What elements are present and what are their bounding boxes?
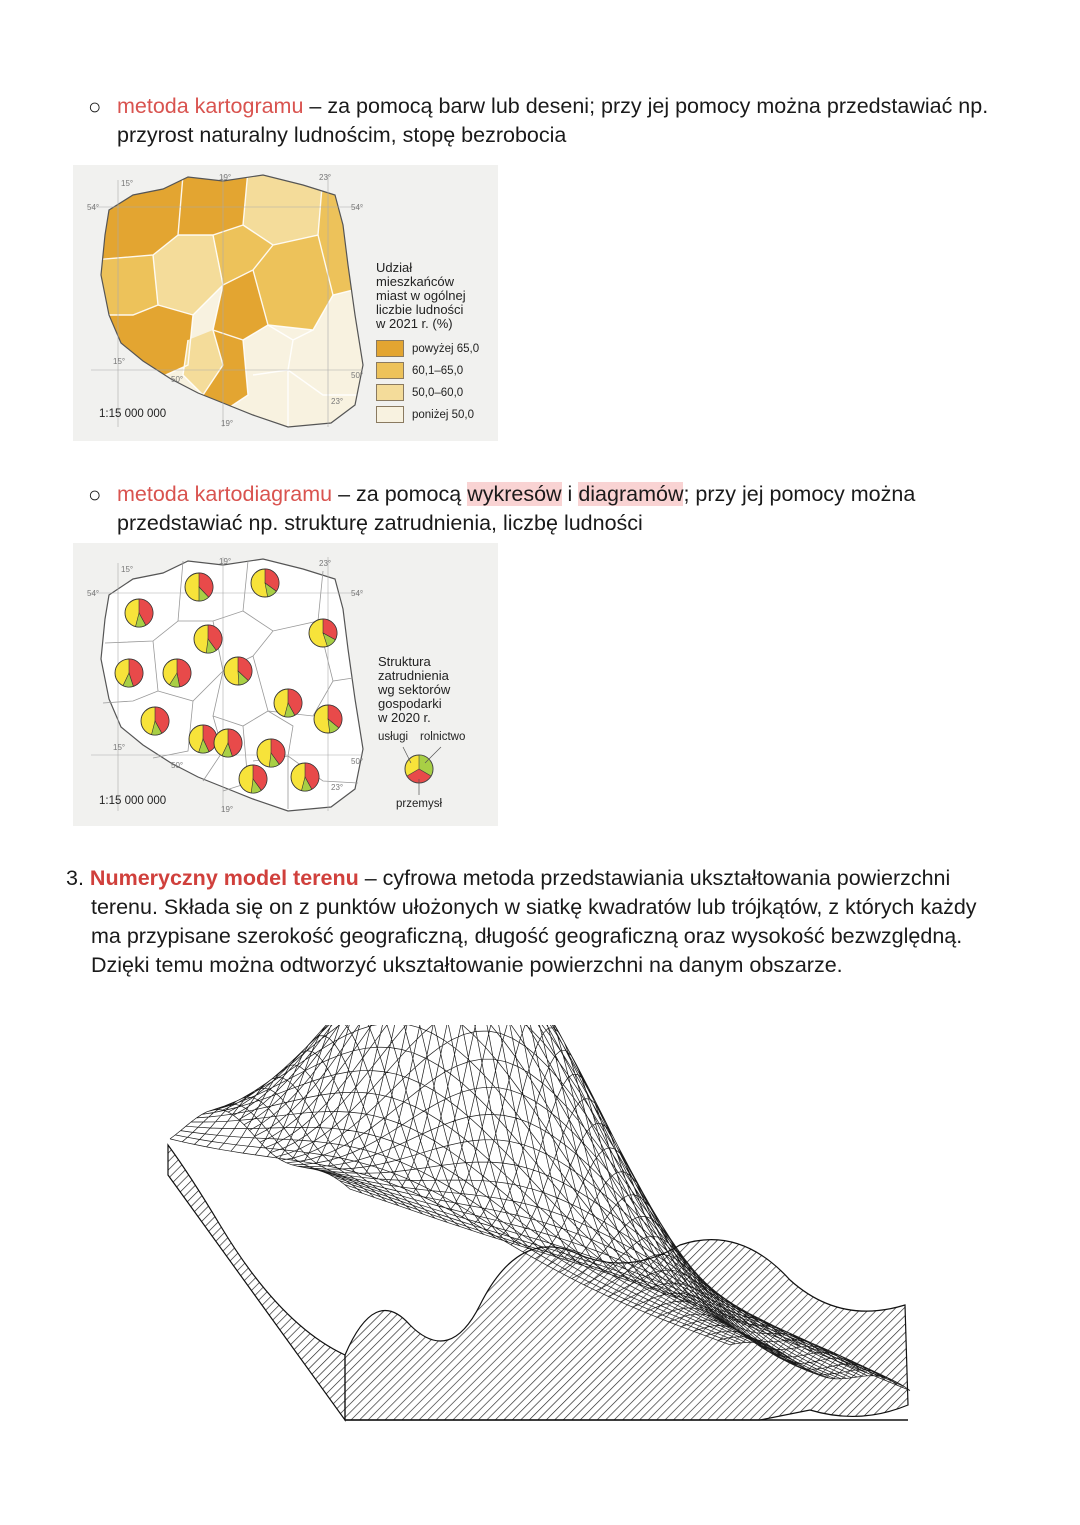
- coord-23-bottom: 23°: [331, 397, 344, 406]
- bullet-2: ○: [88, 482, 102, 507]
- coord-54-right: 54°: [351, 203, 364, 212]
- term-kartogram: metoda kartogramu: [117, 94, 304, 118]
- coord-50-right: 50°: [351, 757, 364, 766]
- highlight-diagramow: diagramów: [578, 482, 684, 506]
- legend-title: Udział mieszkańców miast w ogólnej liczbie ludności w 2021 r. (%): [376, 260, 466, 331]
- section3-line4: Dzięki temu można odtworzyć ukształtowanie powierzchni na danym obszarze.: [91, 953, 843, 977]
- kartodiagram-map-figure: [73, 543, 498, 826]
- desc-line2: przedstawiać np. strukturę zatrudnienia, liczbę ludności: [117, 511, 643, 535]
- legend-swatch: [376, 340, 404, 357]
- section3-text: 3. Numeryczny model terenu – cyfrowa metoda przedstawiania ukształtowania powierzchni: [66, 866, 951, 890]
- bullet-1: ○: [88, 94, 102, 119]
- coord-54-left: 54°: [87, 203, 100, 212]
- coord-50-bottom: 50°: [171, 761, 184, 770]
- section3-line1: cyfrowa metoda przedstawiania ukształtowania powierzchni: [382, 866, 951, 890]
- coord-54-left: 54°: [87, 589, 100, 598]
- section2-text: metoda kartodiagramu – za pomocą wykresów i diagramów; przy jej pomocy można przedstawiać np. strukturę zatrudnienia, liczbę ludności: [117, 482, 916, 535]
- terrain-model-illustration: [160, 1025, 920, 1465]
- coord-15-bottom: 15°: [113, 743, 126, 752]
- legend-swatch: [376, 362, 404, 379]
- legend-label-rolnictwo: rolnictwo: [420, 731, 466, 743]
- legend-item-3: 50,0–60,0: [376, 384, 463, 401]
- legend-swatch: [376, 406, 404, 423]
- legend-label-przemysl: przemysł: [396, 798, 443, 810]
- legend-label-uslugi: usługi: [378, 731, 409, 743]
- kartogram-map-figure: [73, 165, 498, 441]
- term-nmt: Numeryczny model terenu: [89, 866, 359, 890]
- section1-text: [117, 92, 1047, 150]
- coord-23-bottom: 23°: [331, 783, 344, 792]
- legend-title: Struktura zatrudnienia wg sektorów gospodarki w 2020 r.: [378, 654, 451, 725]
- desc-line1: za pomocą barw lub deseni; przy jej pomocy można przedstawiać np.: [327, 94, 989, 118]
- coord-23-top: 23°: [319, 173, 332, 182]
- terrain-front-wall: [345, 1240, 908, 1420]
- coord-19-bottom: 19°: [221, 805, 234, 814]
- coord-15-top: 15°: [121, 179, 134, 188]
- term-kartodiagram: metoda kartodiagramu: [117, 482, 333, 506]
- legend-line-uslugi: [403, 747, 411, 763]
- legend-item-1: powyżej 65,0: [376, 340, 479, 357]
- scale-label: 1:15 000 000: [99, 408, 167, 420]
- legend-line-rolnictwo: [425, 747, 441, 763]
- coord-19-top: 19°: [219, 173, 232, 182]
- desc-line2: przyrost naturalny ludnościm, stopę bezrobocia: [117, 123, 567, 147]
- coord-19-top: 19°: [219, 557, 232, 566]
- coord-19-bottom: 19°: [221, 419, 234, 428]
- section3-text-cont: [91, 893, 1051, 980]
- coord-50-right: 50°: [351, 371, 364, 380]
- coord-15-bottom: 15°: [113, 357, 126, 366]
- legend-item-4: poniżej 50,0: [376, 406, 474, 423]
- section3-line3: ma przypisane szerokość geograficzną, długość geograficzną oraz wysokość bezwzględną.: [91, 924, 963, 948]
- legend-swatch: [376, 384, 404, 401]
- legend-item-2: 60,1–65,0: [376, 362, 463, 379]
- terrain-left-wall: [168, 1145, 345, 1420]
- highlight-wykresow: wykresów: [467, 482, 562, 506]
- coord-50-bottom: 50°: [171, 375, 184, 384]
- coord-23-top: 23°: [319, 559, 332, 568]
- scale-label: 1:15 000 000: [99, 795, 167, 807]
- dash: –: [303, 94, 328, 118]
- coord-54-right: 54°: [351, 589, 364, 598]
- section3-number: 3.: [66, 866, 84, 890]
- coord-15-top: 15°: [121, 565, 134, 574]
- section3-line2: terenu. Składa się on z punktów ułożonych w siatkę kwadratów lub trójkątów, z których każdy: [91, 895, 977, 919]
- legend-pie: [403, 747, 441, 795]
